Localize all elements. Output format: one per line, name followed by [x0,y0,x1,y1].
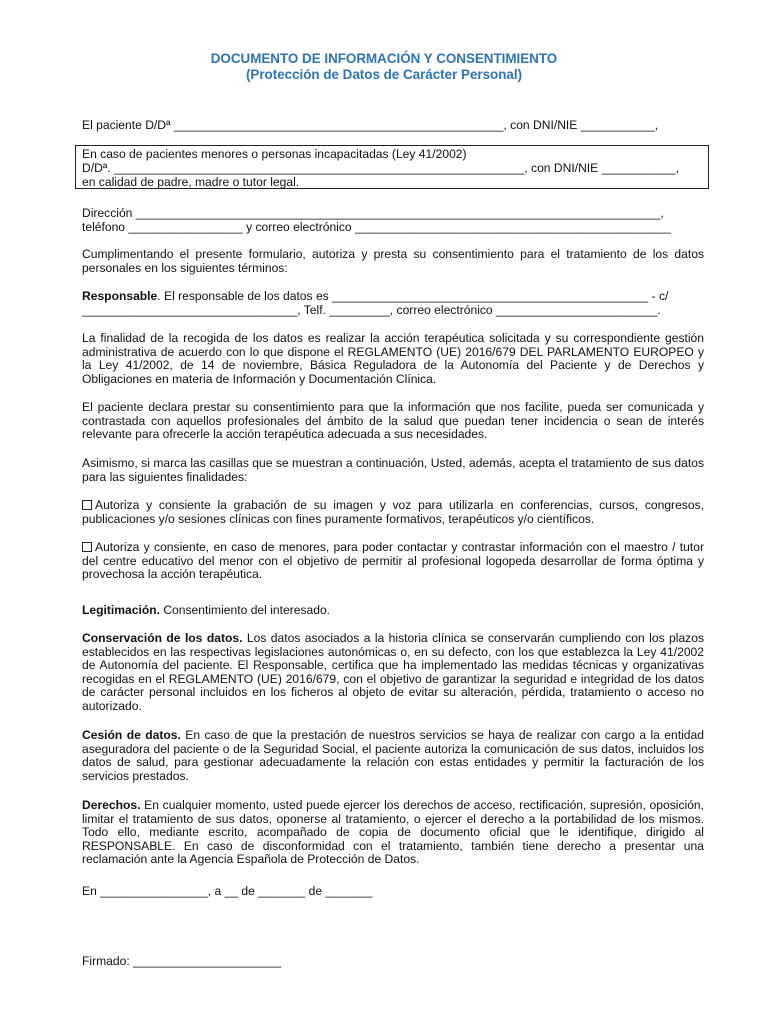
finalidad-paragraph: La finalidad de la recogida de los datos es realizar la acción terapéutica solicitada y su correspondiente gestión administrativa de acuerdo con lo que dispone el REGLAMENTO (UE) 2016/679 DEL PARLAMENTO EUROPEO y la Ley 41/2002, de 14 de noviembre, Básica Reguladora de la Autonomía del Paciente y de Derechos y Obligaciones en materia de Información y Documentación Clínica. [82,331,704,386]
phone-email-line[interactable]: teléfono _________________ y correo electrónico _______________________________________________ [82,220,672,234]
conservacion-label: Conservación de los datos. [82,631,243,645]
address-line[interactable]: Dirección ______________________________________________________________________________, [82,206,664,220]
responsable-line-1[interactable] [82,290,704,304]
document-subtitle: (Protección de Datos de Carácter Personal) [245,67,523,82]
minors-line-3: en calidad de padre, madre o tutor legal. [82,175,300,189]
checkbox-image-voice[interactable] [82,500,92,510]
conservacion-text: Los datos asociados a la historia clínica se conservarán cumpliendo con los plazos establecidos en las respectivas legislaciones autonómicas o, en su defecto, con los que establezca la Ley 41/2002 de Autonomía del paciente. El Responsable, certifica que ha implementado las medidas técnicas y organizativas recogidas en el REGLAMENTO (UE) 2016/679, con el objetivo de garantizar la seguridad e integridad de los datos de carácter personal incluidos en los ficheros al objeto de evitar su alteración, pérdida, tratamiento o acceso no autorizado. [82,631,704,713]
patient-line[interactable]: El paciente D/Dª _________________________________________________, con DNI/NIE ___________, [82,118,659,132]
conservacion-paragraph [82,632,704,714]
signature-line[interactable]: Firmado: ______________________ [82,954,282,968]
checkbox-image-voice-text: Autoriza y consiente la grabación de su imagen y voz para utilizarla en conferencias, cursos, congresos, publicaciones y/o sesiones clínicas con fines puramente formativos, terapéuticos y/o científicos. [82,498,704,526]
legitimacion-text: Consentimiento del interesado. [159,603,331,617]
checkbox-contact-teacher[interactable] [82,542,92,552]
checkbox-intro-paragraph: Asimismo, si marca las casillas que se muestran a continuación, Usted, además, acepta el tratamiento de sus datos para las siguientes finalidades: [82,456,704,484]
responsable-label: Responsable [82,289,158,303]
cesion-text: En caso de que la prestación de nuestros servicios se haya de realizar con cargo a la entidad aseguradora del paciente o de la Seguridad Social, el paciente autoriza la comunicación de sus datos, incluidos los datos de salud, para gestionar adecuadamente la relación con estas entidades y permitir la facturación de los servicios prestados. [82,728,704,783]
checkbox-item-image-voice[interactable] [82,499,704,526]
derechos-label: Derechos. [82,798,141,812]
responsable-text-1: . El responsable de los datos es _______________________________________________ - c/ [157,289,669,303]
legitimacion-label: Legitimación. [82,603,160,617]
intro-paragraph: Cumplimentando el presente formulario, autoriza y presta su consentimiento para el tratamiento de los datos personales en los siguientes términos: [82,247,704,275]
place-date-line[interactable]: En ________________, a __ de _______ de _______ [82,884,373,898]
responsable-line-2[interactable]: ________________________________, Telf. _________, correo electrónico ________________________. [82,303,661,317]
checkbox-contact-teacher-text: Autoriza y consiente, en caso de menores, para poder contactar y contrastar información con el maestro / tutor del centre educativo del menor con el objetivo de permitir al profesional logopeda desarrollar de forma óptima y provechosa la acción terapéutica. [82,540,704,582]
cesion-paragraph [82,729,704,783]
checkbox-item-contact-teacher[interactable] [82,541,704,582]
cesion-label: Cesión de datos. [82,728,181,742]
minors-guardian-line[interactable]: D/Dª. _____________________________________________________________, con DNI/NIE ___________, [82,161,679,175]
derechos-text: En cualquier momento, usted puede ejercer los derechos de acceso, rectificación, supresión, oposición, limitar el tratamiento de sus datos, oponerse al tratamiento, o ejercer el derecho a la portabilidad de los mismos. Todo ello, mediante escrito, acompañado de copia de documento oficial que le identifique, dirigido al RESPONSABLE. En caso de disconformidad con el tratamiento, también tiene derecho a presentar una reclamación ante la Agencia Española de Protección de Datos. [82,798,704,867]
consent-paragraph: El paciente declara prestar su consentimiento para que la información que nos facilite, pueda ser comunicada y contrastada con aquellos profesionales del ámbito de la salud que puedan tener incidencia o sean de interés relevante para ofrecerle la acción terapéutica adecuada a sus necesidades. [82,400,704,442]
minors-line-1: En caso de pacientes menores o personas incapacitadas (Ley 41/2002) [82,147,467,161]
derechos-paragraph [82,799,704,867]
legitimacion-paragraph [82,604,704,618]
document-title: DOCUMENTO DE INFORMACIÓN Y CONSENTIMIENTO [210,51,558,66]
